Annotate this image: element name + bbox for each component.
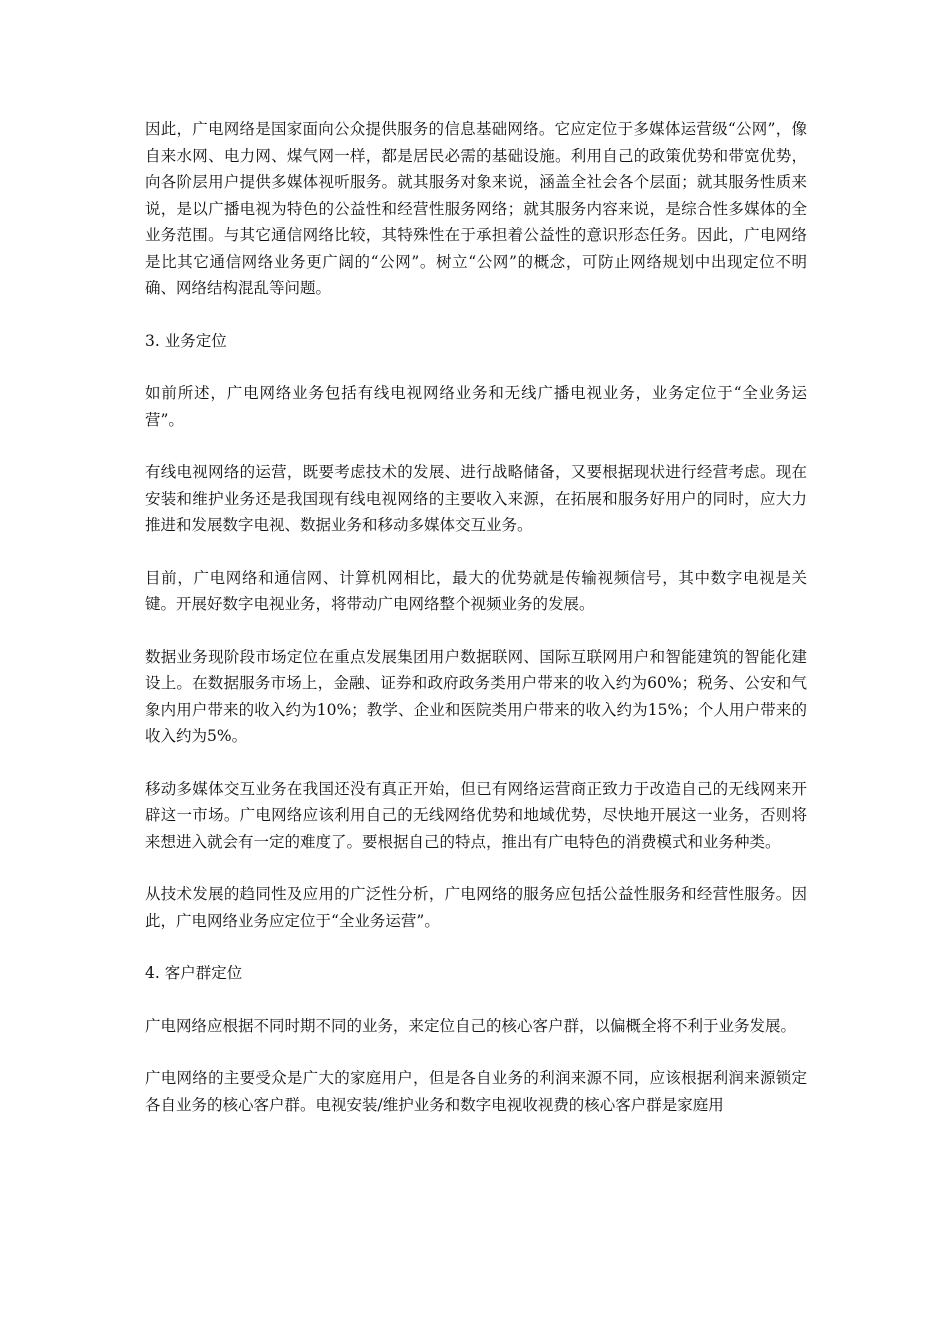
paragraph-data-business: 数据业务现阶段市场定位在重点发展集团用户数据联网、国际互联网用户和智能建筑的智能化建设上。在数据服务市场上，金融、证券和政府政务类用户带来的收入约为60%；税务、公安和气象内用户带来的收入约为10%；教学、企业和医院类用户带来的收入约为15%；个人用户带来的收入约为5%。: [145, 647, 807, 745]
section-heading-business-positioning: 3. 业务定位: [145, 331, 227, 350]
paragraph-public-network: 因此，广电网络是国家面向公众提供服务的信息基础网络。它应定位于多媒体运营级“公网”，像自来水网、电力网、煤气网一样，都是居民必需的基础设施。利用自己的政策优势和带宽优势，向各阶层用户提供多媒体视听服务。就其服务对象来说，涵盖全社会各个层面；就其服务性质来说，是以广播电视为特色的公益性和经营性服务网络；就其服务内容来说，是综合性多媒体的全业务范围。与其它通信网络比较，其特殊性在于承担着公益性的意识形态任务。因此，广电网络是比其它通信网络业务更广阔的“公网”。树立“公网”的概念，可防止网络规划中出现定位不明确、网络结构混乱等问题。: [145, 120, 807, 297]
paragraph-full-service: 如前所述，广电网络业务包括有线电视网络业务和无线广播电视业务，业务定位于“全业务运营”。: [145, 384, 807, 429]
paragraph-digital-tv: 目前，广电网络和通信网、计算机网相比，最大的优势就是传输视频信号，其中数字电视是关键。开展好数字电视业务，将带动广电网络整个视频业务的发展。: [145, 568, 807, 613]
section-heading-customer-positioning: 4. 客户群定位: [145, 964, 243, 982]
paragraph-cable-operation: 有线电视网络的运营，既要考虑技术的发展、进行战略储备，又要根据现状进行经营考虑。现在安装和维护业务还是我国现有线电视网络的主要收入来源，在拓展和服务好用户的同时，应大力推进和发展数字电视、数据业务和移动多媒体交互业务。: [145, 463, 807, 534]
paragraph-mobile-multimedia: 移动多媒体交互业务在我国还没有真正开始，但已有网络运营商正致力于改造自己的无线网来开辟这一市场。广电网络应该利用自己的无线网络优势和地域优势，尽快地开展这一业务，否则将来想进入就会有一定的难度了。要根据自己的特点，推出有广电特色的消费模式和业务种类。: [145, 779, 807, 851]
document-page: [145, 116, 807, 1144]
paragraph-household-users: 广电网络的主要受众是广大的家庭用户，但是各自业务的利润来源不同，应该根据利润来源锁定各自业务的核心客户群。电视安装/维护业务和数字电视收视费的核心客户群是家庭用: [145, 1069, 807, 1114]
paragraph-technology-analysis: 从技术发展的趋同性及应用的广泛性分析，广电网络的服务应包括公益性服务和经营性服务。因此，广电网络业务应定位于“全业务运营”。: [145, 885, 807, 930]
paragraph-core-customers: 广电网络应根据不同时期不同的业务，来定位自己的核心客户群，以偏概全将不利于业务发展。: [145, 1016, 797, 1035]
